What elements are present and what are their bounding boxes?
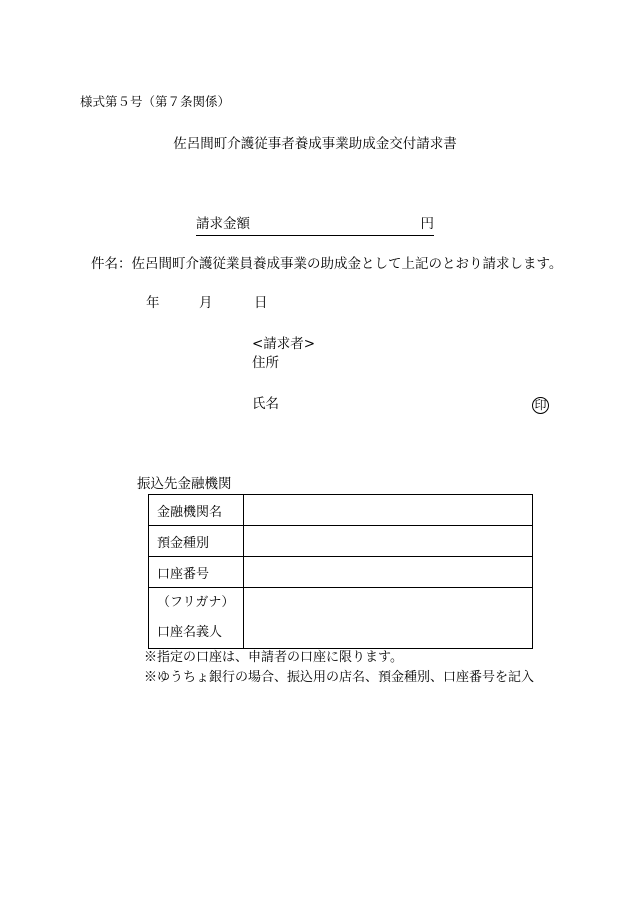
bank-info-table	[148, 494, 533, 649]
date-day: 日	[254, 295, 268, 311]
deposit-type-label: 預金種別	[149, 526, 244, 557]
account-holder-field[interactable]	[244, 588, 533, 649]
table-row	[149, 557, 533, 588]
subject-line: 件名：佐呂間町介護従業員養成事業の助成金として上記のとおり請求します。	[91, 256, 563, 272]
note-account-owner: ※指定の口座は、申請者の口座に限ります。	[144, 650, 403, 665]
furigana-label: （フリガナ）	[157, 595, 235, 610]
date-month: 月	[199, 295, 213, 311]
account-number-field[interactable]	[244, 557, 533, 588]
seal-mark: 印	[532, 397, 549, 414]
name-label: 氏名	[252, 396, 279, 412]
table-row	[149, 526, 533, 557]
note-yucho-bank: ※ゆうちょ銀行の場合、振込用の店名、預金種別、口座番号を記入	[144, 670, 535, 685]
claim-amount-unit: 円	[420, 216, 434, 232]
bank-name-field[interactable]	[244, 495, 533, 526]
account-number-label: 口座番号	[149, 557, 244, 588]
bank-section-title: 振込先金融機関	[137, 476, 232, 492]
form-number: 様式第５号（第７条関係）	[80, 94, 231, 109]
bank-name-label: 金融機関名	[149, 495, 244, 526]
account-holder-name-label: 口座名義人	[157, 625, 223, 640]
table-row	[149, 588, 533, 649]
deposit-type-field[interactable]	[244, 526, 533, 557]
claimant-heading: <請求者>	[252, 336, 316, 352]
date-year: 年	[146, 295, 160, 311]
claim-amount-line	[196, 218, 434, 236]
address-label: 住所	[252, 355, 279, 371]
document-title: 佐呂間町介護従事者養成事業助成金交付請求書	[173, 136, 457, 152]
table-row	[149, 495, 533, 526]
account-holder-label	[149, 588, 244, 649]
claim-amount-label: 請求金額	[196, 216, 250, 232]
